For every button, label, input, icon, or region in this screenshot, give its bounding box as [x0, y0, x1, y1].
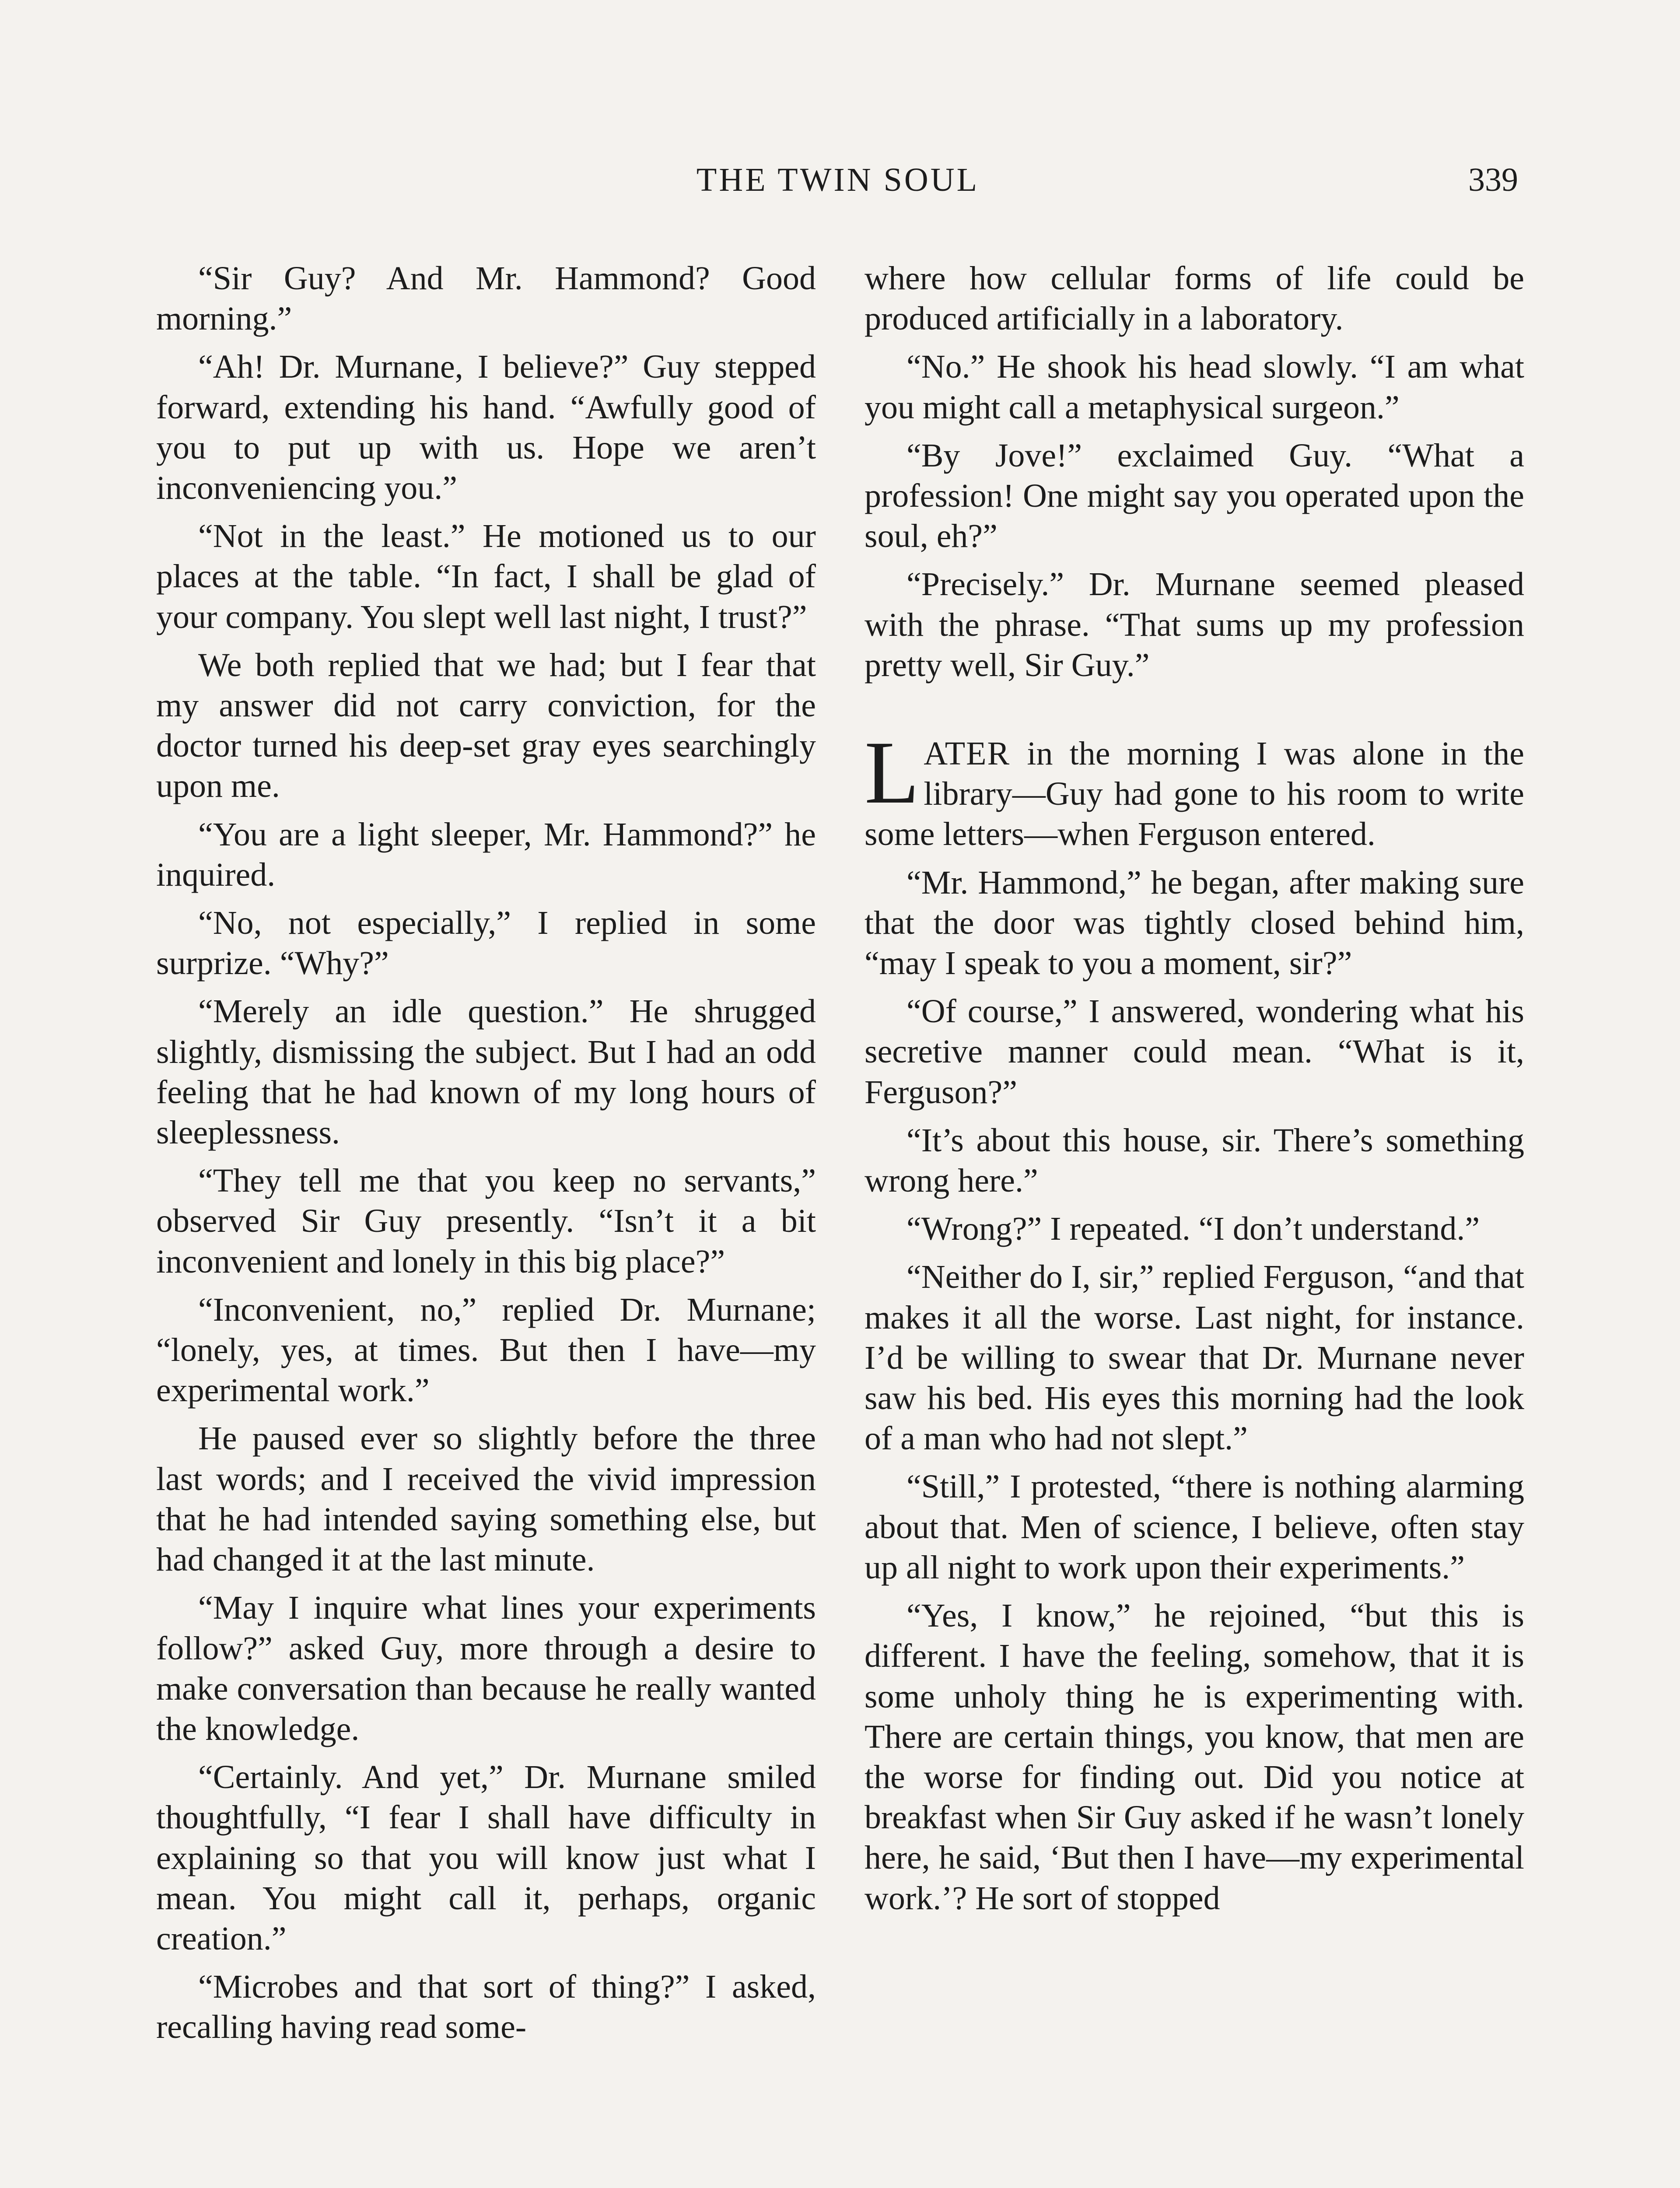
paragraph: “Still,” I protested, “there is nothing alarming about that. Men of science, I believe, often stay up all night to work upon their experiments.”	[864, 1468, 1524, 1586]
paragraph: “Ah! Dr. Murnane, I believe?” Guy stepped forward, extending his hand. “Awfully good of you to put up with us. Hope we aren’t inconveniencing you.”	[156, 348, 816, 507]
paragraph: We both replied that we had; but I fear that my answer did not carry conviction, for the doctor turned his deep-set gray eyes searchingly upon me.	[156, 646, 816, 805]
paragraph: “Sir Guy? And Mr. Hammond? Good morning.”	[156, 260, 816, 337]
paragraph: He paused ever so slightly before the three last words; and I received the vivid impression that he had intended saying something else, but had changed it at the last minute.	[156, 1420, 816, 1578]
paragraph: “Mr. Hammond,” he began, after making sure that the door was tightly closed behind him, “may I speak to you a moment, sir?”	[864, 864, 1524, 982]
paragraph: “It’s about this house, sir. There’s something wrong here.”	[864, 1122, 1524, 1199]
dropcap-paragraph-text: in the morning I was alone in the library—Guy had gone to his room to write some letters—when Ferguson entered.	[864, 735, 1524, 853]
smallcaps-lead: ATER	[924, 735, 1011, 772]
left-column	[156, 258, 816, 2055]
paragraph: “Precisely.” Dr. Murnane seemed pleased with the phrase. “That sums up my profession pretty well, Sir Guy.”	[864, 566, 1524, 684]
paragraph: “Inconvenient, no,” replied Dr. Murnane; “lonely, yes, at times. But then I have—my experimental work.”	[156, 1291, 816, 1409]
paragraph: “Certainly. And yet,” Dr. Murnane smiled thoughtfully, “I fear I shall have difficulty in explaining so that you will know just what I mean. You might call it, perhaps, organic creation.”	[156, 1759, 816, 1957]
right-column	[864, 258, 1524, 1926]
paragraph: “Merely an idle question.” He shrugged slightly, dismissing the subject. But I had an odd feeling that he had known of my long hours of sleeplessness.	[156, 993, 816, 1151]
page-number: 339	[1468, 161, 1518, 198]
paragraph: “By Jove!” exclaimed Guy. “What a profession! One might say you operated upon the soul, eh?”	[864, 437, 1524, 555]
section-break	[864, 693, 1524, 733]
paragraph: “No, not especially,” I replied in some surprize. “Why?”	[156, 905, 816, 982]
dropcap-paragraph	[864, 723, 1524, 855]
paragraph-continued: where how cellular forms of life could be produced artificially in a laboratory.	[864, 260, 1524, 337]
running-title: THE TWIN SOUL	[696, 161, 980, 198]
paragraph: “Not in the least.” He motioned us to our places at the table. “In fact, I shall be glad of your company. You slept well last night, I trust?”	[156, 518, 816, 635]
paragraph: “May I inquire what lines your experiments follow?” asked Guy, more through a desire to make conversation than because he really wanted the knowledge.	[156, 1589, 816, 1747]
paragraph: “Wrong?” I repeated. “I don’t understand.”	[906, 1210, 1480, 1248]
paragraph: “They tell me that you keep no servants,” observed Sir Guy presently. “Isn’t it a bit inconvenient and lonely in this big place?”	[156, 1162, 816, 1280]
drop-cap: L	[864, 723, 920, 823]
running-header	[158, 161, 1518, 209]
paragraph: “Microbes and that sort of thing?” I asked, recalling having read some-	[156, 1968, 816, 2046]
paragraph: “Of course,” I answered, wondering what his secretive manner could mean. “What is it, Ferguson?”	[864, 993, 1524, 1111]
paragraph: “You are a light sleeper, Mr. Hammond?” he inquired.	[156, 816, 816, 893]
paragraph: “No.” He shook his head slowly. “I am what you might call a metaphysical surgeon.”	[864, 348, 1524, 426]
paragraph: “Yes, I know,” he rejoined, “but this is different. I have the feeling, somehow, that it is some unholy thing he is experimenting with. There are certain things, you know, that men are the worse for finding out. Did you notice at breakfast when Sir Guy asked if he wasn’t lonely here, he said, ‘But then I have—my experimental work.’? He sort of stopped	[864, 1597, 1524, 1917]
paragraph: “Neither do I, sir,” replied Ferguson, “and that makes it all the worse. Last night, for instance. I’d be willing to swear that Dr. Murnane never saw his bed. His eyes this morning had the look of a man who had not slept.”	[864, 1259, 1524, 1457]
